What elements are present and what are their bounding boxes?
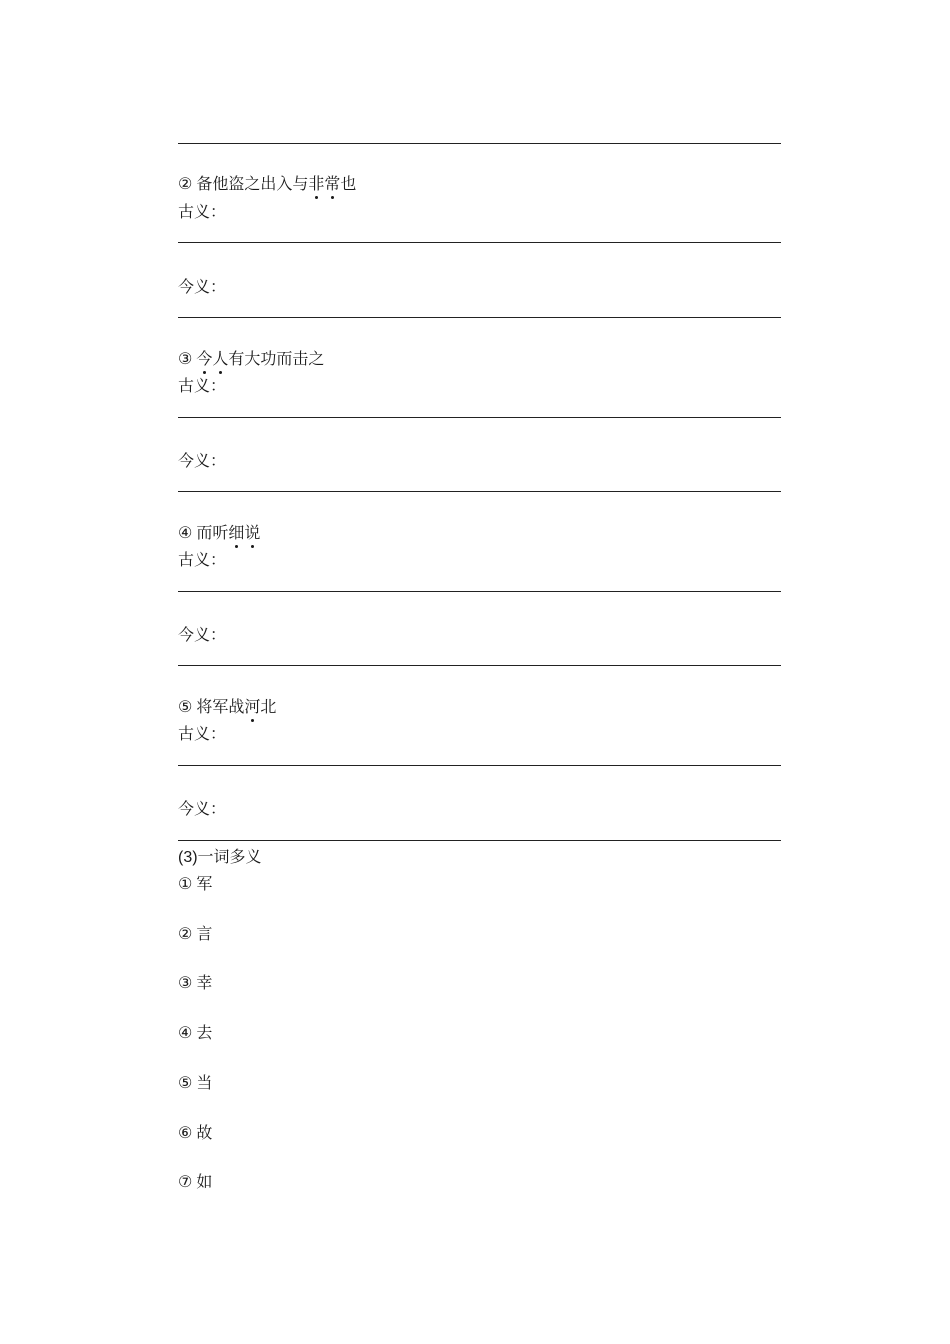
section-heading: (3)一词多义 — [178, 849, 262, 866]
polysemy-item — [178, 874, 212, 894]
jin-yi-label: 今义： — [178, 625, 227, 644]
item-number: ⑤ — [178, 1073, 193, 1092]
item-number: ④ — [178, 1023, 193, 1042]
item-number: ② — [178, 174, 193, 193]
item-5-sentence: ⑤ 将军战河北 — [178, 697, 277, 716]
dotted-char: 人 — [212, 349, 229, 368]
polysemy-item — [178, 1123, 212, 1143]
dotted-char: 细 — [228, 523, 245, 542]
item-number: ② — [178, 924, 193, 943]
dotted-char: 常 — [324, 174, 341, 193]
answer-line — [178, 591, 781, 592]
answer-line — [178, 417, 781, 418]
dotted-char: 非 — [308, 174, 325, 193]
answer-line — [178, 491, 781, 492]
item-word: 言 — [196, 924, 213, 943]
jin-yi-label: 今义： — [178, 451, 227, 470]
item-word: 幸 — [196, 973, 213, 992]
gu-yi-label: 古义： — [178, 550, 227, 569]
gu-yi-label: 古义： — [178, 376, 227, 395]
polysemy-item — [178, 1073, 212, 1093]
item-number: ③ — [178, 349, 193, 368]
jin-yi-label: 今义： — [178, 277, 227, 296]
answer-line — [178, 765, 781, 766]
gu-yi-label: 古义： — [178, 724, 227, 743]
gu-yi-label: 古义： — [178, 202, 227, 221]
item-2-sentence: ② 备他盗之出入与非常也 — [178, 174, 357, 193]
answer-line — [178, 242, 781, 243]
item-number: ④ — [178, 523, 193, 542]
answer-line — [178, 317, 781, 318]
item-word: 当 — [196, 1073, 213, 1092]
polysemy-item — [178, 1172, 212, 1192]
item-number: ⑦ — [178, 1172, 193, 1191]
answer-line — [178, 665, 781, 666]
item-word: 如 — [196, 1172, 213, 1191]
dotted-char: 河 — [244, 697, 261, 716]
item-number: ⑤ — [178, 697, 193, 716]
item-number: ① — [178, 874, 193, 893]
polysemy-item — [178, 973, 212, 993]
dotted-char: 今 — [196, 349, 213, 368]
item-3-sentence: ③ 今人有大功而击之 — [178, 349, 325, 368]
polysemy-item — [178, 924, 212, 944]
jin-yi-label: 今义： — [178, 799, 227, 818]
item-word: 军 — [196, 874, 213, 893]
dotted-char: 说 — [244, 523, 261, 542]
polysemy-item — [178, 1023, 212, 1043]
answer-line-top — [178, 143, 781, 144]
item-number: ⑥ — [178, 1123, 193, 1142]
item-word: 去 — [196, 1023, 213, 1042]
item-word: 故 — [196, 1123, 213, 1142]
item-4-sentence: ④ 而听细说 — [178, 523, 261, 542]
item-number: ③ — [178, 973, 193, 992]
answer-line — [178, 840, 781, 841]
